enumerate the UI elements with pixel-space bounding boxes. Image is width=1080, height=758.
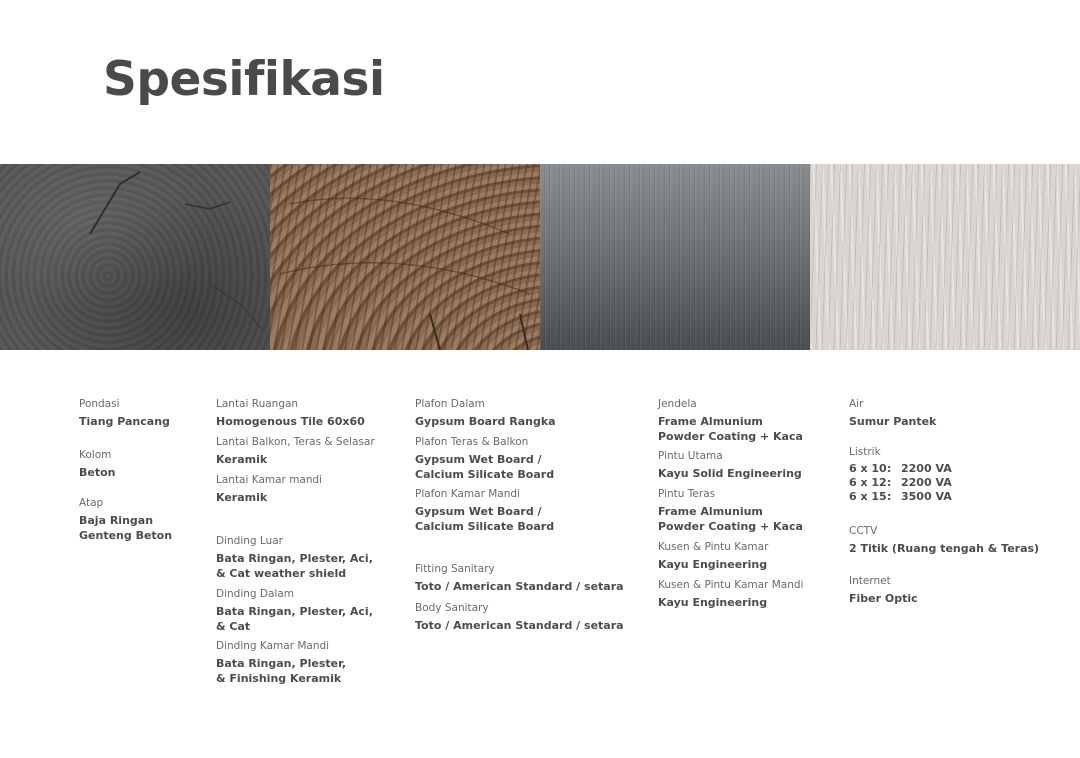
spec-value: Frame Almunium Powder Coating + Kaca	[658, 415, 803, 443]
spec-label: Plafon Dalam	[415, 398, 485, 410]
crack-lines	[0, 164, 270, 350]
spec-label: Kolom	[79, 449, 112, 461]
electric-power: 2200 VA	[901, 462, 952, 475]
spec-value: Gypsum Wet Board / Calcium Silicate Board	[415, 505, 555, 533]
spec-label: Kusen & Pintu Kamar Mandi	[658, 579, 804, 591]
spec-label: Pintu Utama	[658, 450, 723, 462]
whitewood-texture	[810, 164, 1080, 350]
spec-label: Atap	[79, 497, 104, 509]
spec-label: Dinding Kamar Mandi	[216, 640, 330, 652]
spec-value: Baja Ringan Genteng Beton	[79, 514, 173, 542]
spec-item-cctv	[849, 524, 1069, 556]
spec-label: Internet	[849, 575, 891, 587]
metal-texture	[540, 164, 810, 350]
spec-label: Air	[849, 398, 864, 410]
spec-value: Tiang Pancang	[79, 415, 170, 428]
wood-texture	[270, 164, 540, 350]
spec-label: CCTV	[849, 525, 878, 537]
spec-label: Dinding Dalam	[216, 588, 294, 600]
spec-value: Frame Almunium Powder Coating + Kaca	[658, 505, 803, 533]
electric-separator: :	[887, 476, 892, 489]
spec-item-air	[849, 397, 1069, 429]
spec-value: Toto / American Standard / setara	[415, 619, 624, 632]
spec-value: Keramik	[216, 453, 268, 466]
spec-value: Homogenous Tile 60x60	[216, 415, 365, 428]
spec-value: Keramik	[216, 491, 268, 504]
spec-item-internet	[849, 574, 1069, 606]
spec-value: Bata Ringan, Plester, & Finishing Keramik	[216, 657, 347, 685]
spec-value: Kayu Engineering	[658, 596, 768, 609]
spec-label: Pondasi	[79, 398, 120, 410]
spec-label: Fitting Sanitary	[415, 563, 495, 575]
spec-label: Body Sanitary	[415, 602, 489, 614]
spec-label: Jendela	[658, 398, 697, 410]
spec-value: Bata Ringan, Plester, Aci, & Cat weather shield	[216, 552, 373, 580]
electric-size: 6 x 10	[849, 462, 887, 475]
spec-item-body-sanitary	[415, 601, 655, 633]
spec-label: Listrik	[849, 446, 881, 458]
spec-label: Plafon Kamar Mandi	[415, 488, 520, 500]
spec-item-plafon-kamar-mandi	[415, 487, 655, 534]
spec-value: Kayu Solid Engineering	[658, 467, 802, 480]
spec-label: Kusen & Pintu Kamar	[658, 541, 769, 553]
spec-value: Gypsum Board Rangka	[415, 415, 556, 428]
spec-label: Lantai Balkon, Teras & Selasar	[216, 436, 375, 448]
electric-separator: :	[887, 462, 892, 475]
spec-label: Lantai Ruangan	[216, 398, 299, 410]
spec-value: Beton	[79, 466, 116, 479]
spec-label: Lantai Kamar mandi	[216, 474, 323, 486]
spec-label: Plafon Teras & Balkon	[415, 436, 529, 448]
concrete-texture	[0, 164, 270, 350]
electric-table	[849, 462, 1069, 504]
electric-power: 3500 VA	[901, 490, 952, 503]
spec-item-listrik	[849, 445, 1069, 504]
spec-label: Pintu Teras	[658, 488, 716, 500]
electric-separator: :	[887, 490, 892, 503]
spec-item-plafon-dalam	[415, 397, 655, 429]
spec-value: Gypsum Wet Board / Calcium Silicate Board	[415, 453, 555, 481]
electric-power: 2200 VA	[901, 476, 952, 489]
spec-value: Bata Ringan, Plester, Aci, & Cat	[216, 605, 373, 633]
electric-size: 6 x 15	[849, 490, 887, 503]
spec-value: Fiber Optic	[849, 592, 918, 605]
spec-value: Kayu Engineering	[658, 558, 768, 571]
spec-value: Toto / American Standard / setara	[415, 580, 624, 593]
spec-label: Dinding Luar	[216, 535, 283, 547]
spec-value: Sumur Pantek	[849, 415, 937, 428]
spec-item-dinding-kamar-mandi	[216, 639, 456, 686]
material-texture-strip	[0, 164, 1080, 350]
spec-item-plafon-teras	[415, 435, 655, 482]
spec-item-fitting-sanitary	[415, 562, 655, 594]
electric-size: 6 x 12	[849, 476, 887, 489]
spec-value: 2 Titik (Ruang tengah & Teras)	[849, 542, 1040, 555]
wood-cracks	[270, 164, 540, 350]
page-title: Spesifikasi	[103, 52, 385, 107]
